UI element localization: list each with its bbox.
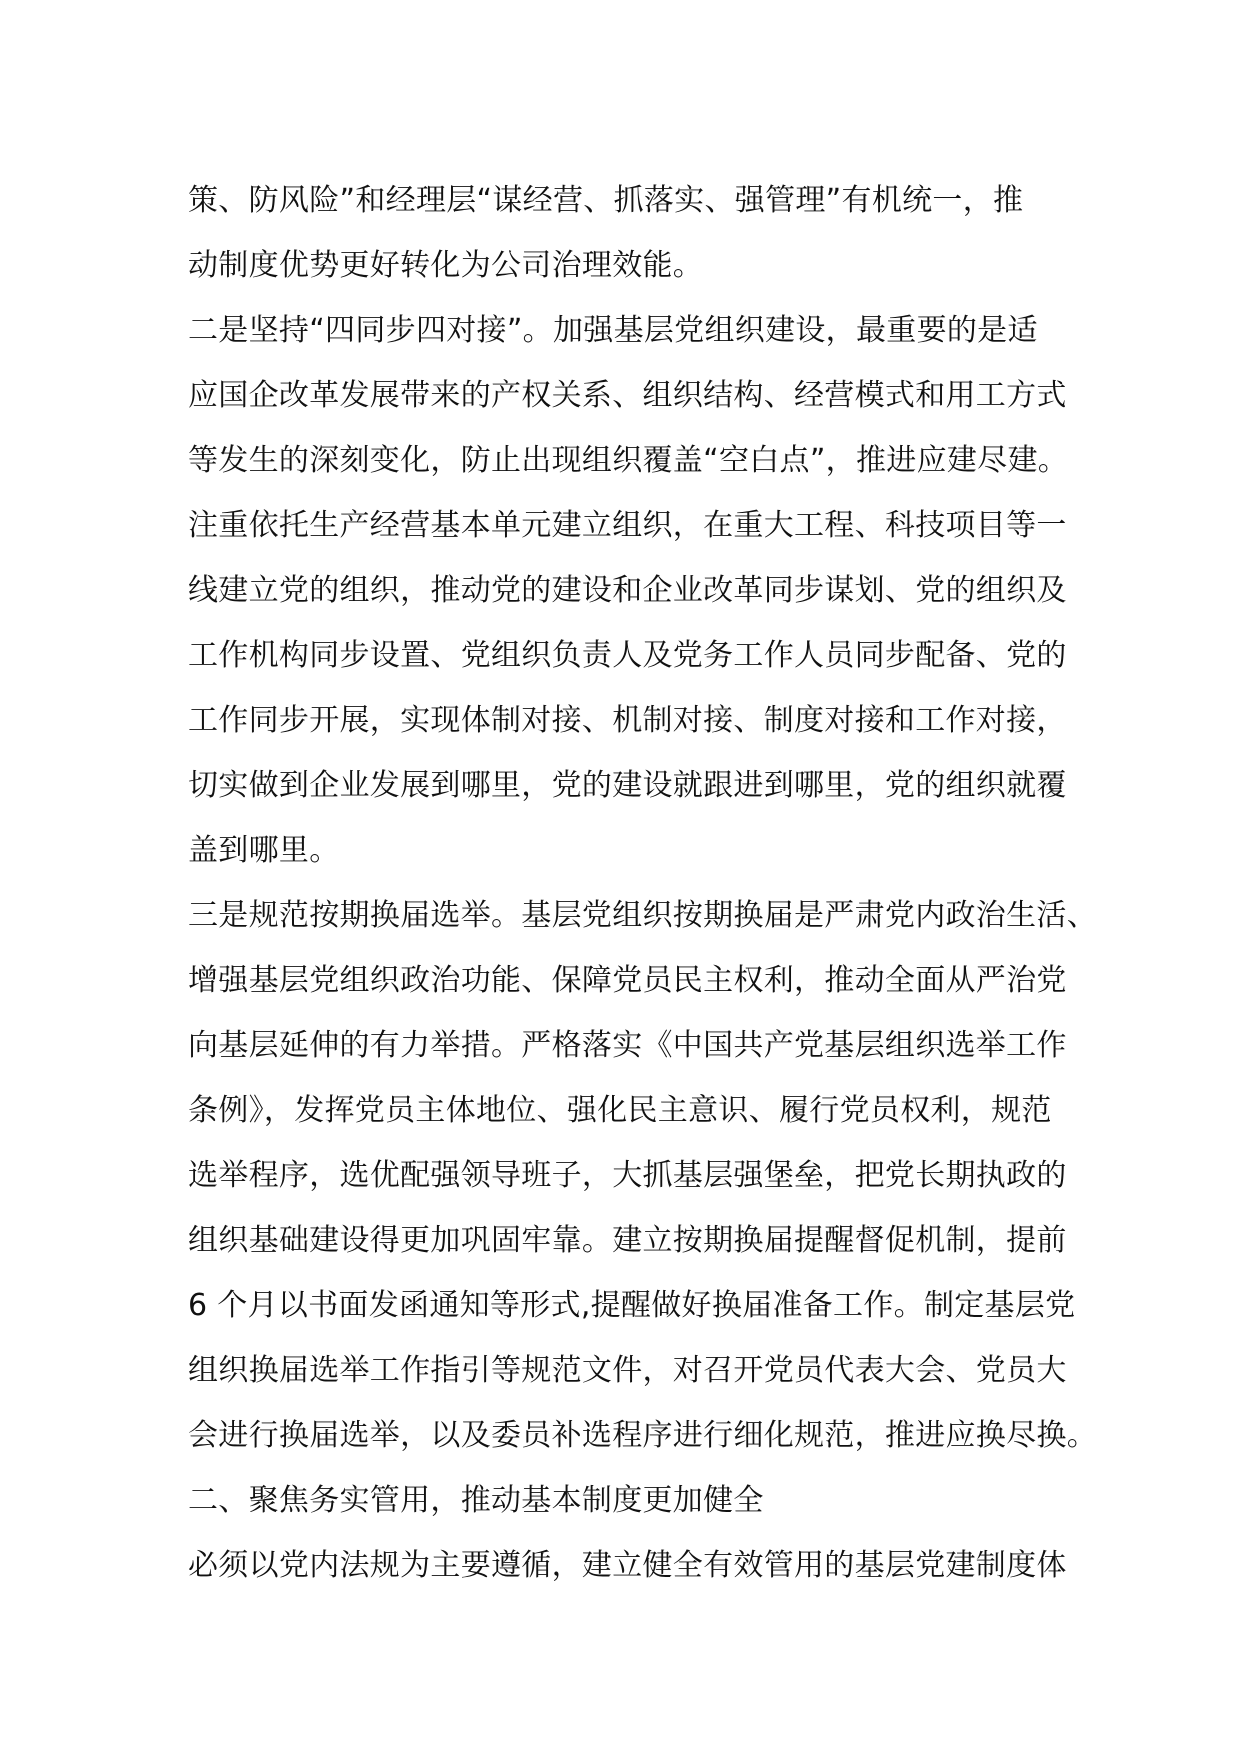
text-line: 向基层延伸的有力举措。严格落实《中国共产党基层组织选举工作 <box>188 1028 1067 1063</box>
text-line: 策、防风险”和经理层“谋经营、抓落实、强管理”有机统一，推 <box>188 183 1024 218</box>
text-line: 线建立党的组织，推动党的建设和企业改革同步谋划、党的组织及 <box>188 573 1067 608</box>
text-line: 注重依托生产经营基本单元建立组织，在重大工程、科技项目等一 <box>188 508 1067 543</box>
text-line: 动制度优势更好转化为公司治理效能。 <box>188 248 704 283</box>
document-body <box>188 168 1097 1598</box>
text-line: 组织换届选举工作指引等规范文件，对召开党员代表大会、党员大 <box>188 1353 1067 1388</box>
text-line: 应国企改革发展带来的产权关系、组织结构、经营模式和用工方式 <box>188 378 1067 413</box>
text-line: 切实做到企业发展到哪里，党的建设就跟进到哪里，党的组织就覆 <box>188 768 1067 803</box>
text-line: 二是坚持“四同步四对接”。加强基层党组织建设，最重要的是适 <box>188 313 1038 348</box>
text-line: 三是规范按期换届选举。基层党组织按期换届是严肃党内政治生活、 <box>188 898 1097 933</box>
text-line: 组织基础建设得更加巩固牢靠。建立按期换届提醒督促机制，提前 <box>188 1223 1067 1258</box>
text-line: 等发生的深刻变化，防止出现组织覆盖“空白点”，推进应建尽建。 <box>188 443 1069 478</box>
text-line: 增强基层党组织政治功能、保障党员民主权利，推动全面从严治党 <box>188 963 1067 998</box>
text-line: 必须以党内法规为主要遵循，建立健全有效管用的基层党建制度体 <box>188 1548 1067 1583</box>
text-line: 工作机构同步设置、党组织负责人及党务工作人员同步配备、党的 <box>188 638 1067 673</box>
text-line: 条例》，发挥党员主体地位、强化民主意识、履行党员权利，规范 <box>188 1093 1052 1128</box>
text-line: 6 个月以书面发函通知等形式,提醒做好换届准备工作。制定基层党 <box>188 1288 1076 1323</box>
text-line: 盖到哪里。 <box>188 833 340 868</box>
text-line: 会进行换届选举，以及委员补选程序进行细化规范，推进应换尽换。 <box>188 1418 1097 1453</box>
section-heading: 二、聚焦务实管用，推动基本制度更加健全 <box>188 1483 764 1518</box>
text-line: 工作同步开展，实现体制对接、机制对接、制度对接和工作对接， <box>188 703 1067 738</box>
text-line: 选举程序，选优配强领导班子，大抓基层强堡垒，把党长期执政的 <box>188 1158 1067 1193</box>
